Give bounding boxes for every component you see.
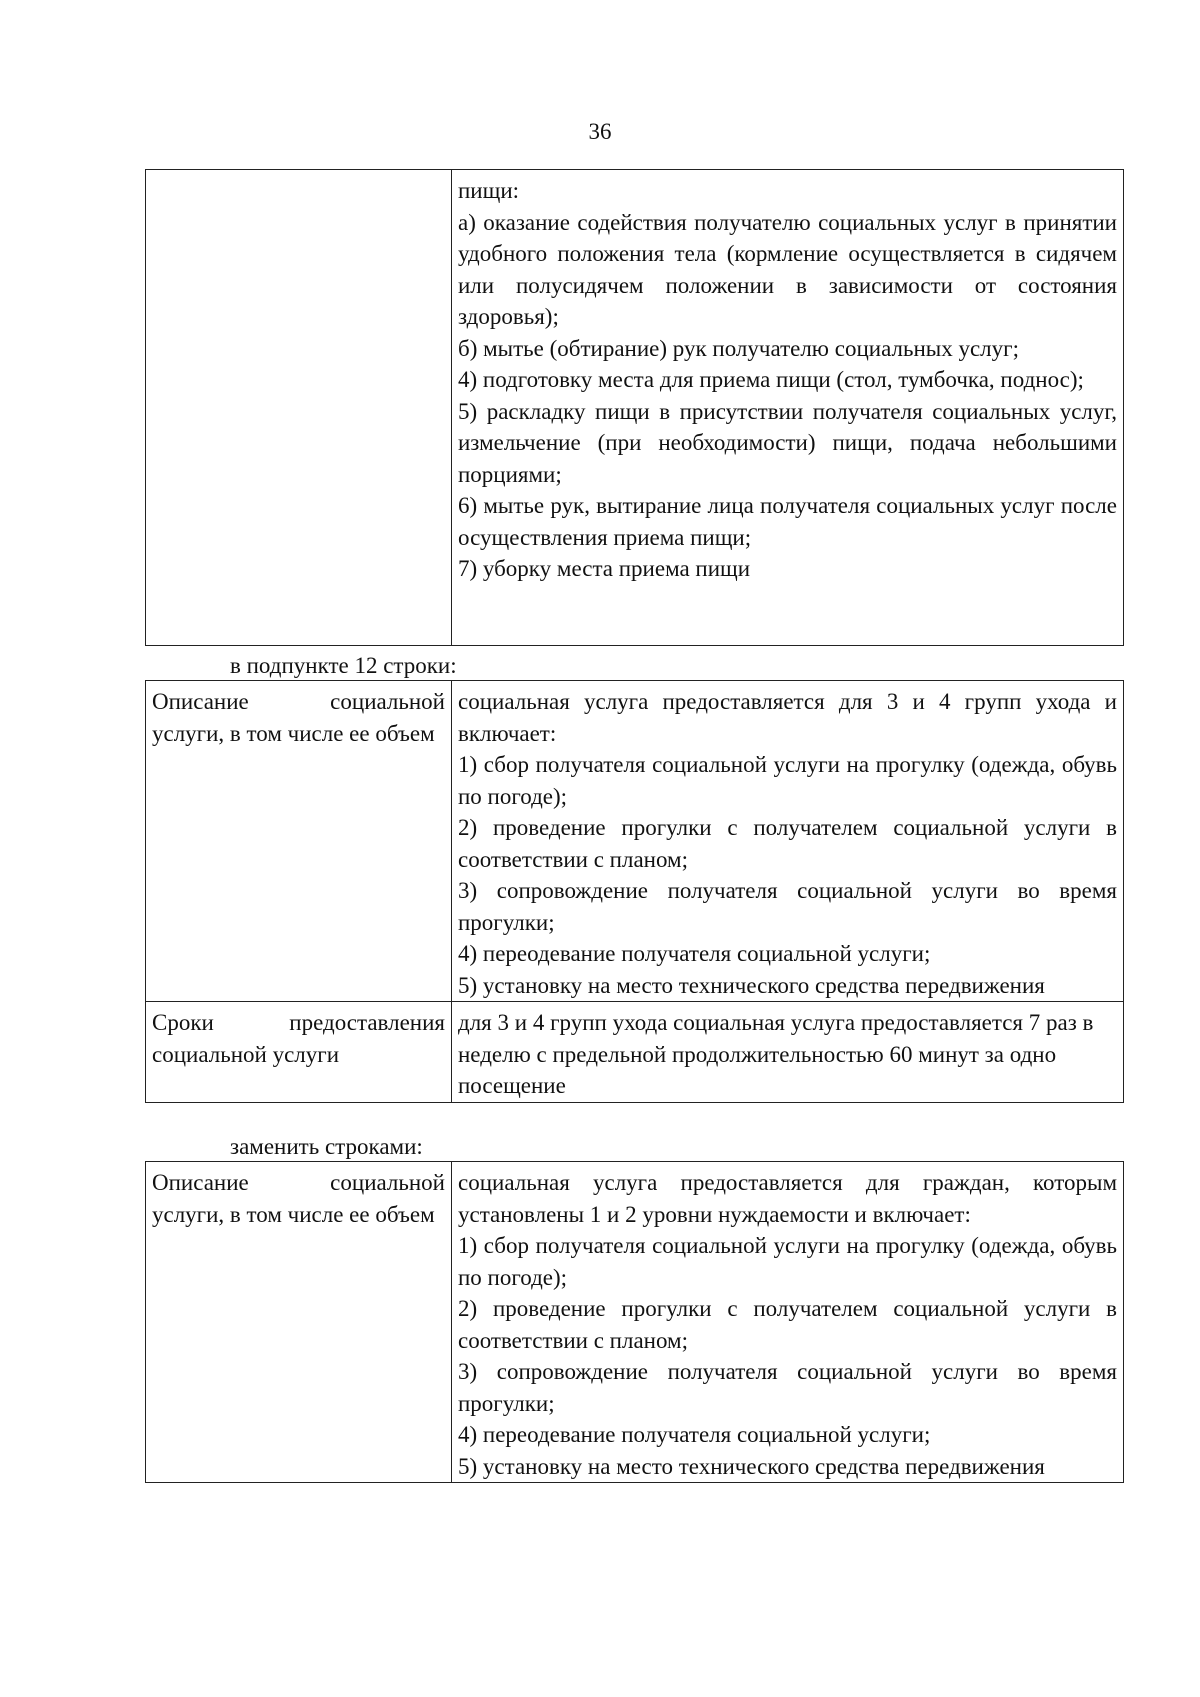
list-item: 4) подготовку места для приема пищи (стол, тумбочка, поднос); [458,367,1084,392]
list-item: 7) уборку места приема пищи [458,556,751,581]
table-cell-label: Сроки предоставления социальной услуги [146,1002,452,1103]
list-item: 3) сопровождение получателя социальной услуги во время прогулки; [458,878,1117,935]
list-item: 1) сбор получателя социальной услуги на прогулку (одежда, обувь по погоде); [458,1233,1117,1290]
table-cell-content [452,1002,1124,1103]
list-item: для 3 и 4 групп ухода социальная услуга предоставляется 7 раз в неделю с предельной продолжительностью 60 минут за одно посещение [458,1010,1094,1098]
table-original-rows [145,680,1124,1103]
table-cell-content [452,1162,1124,1483]
list-item: 2) проведение прогулки с получателем социальной услуги в соответствии с планом; [458,815,1117,872]
list-item: 3) сопровождение получателя социальной услуги во время прогулки; [458,1359,1117,1416]
page-number: 36 [588,119,612,144]
amendment-lead-text: в подпункте 12 строки: [230,653,457,678]
list-item: пищи: [458,178,520,203]
list-item: б) мытье (обтирание) рук получателю социальных услуг; [458,335,1019,361]
list-item: 2) проведение прогулки с получателем социальной услуги в соответствии с планом; [458,1296,1117,1353]
table-row [146,681,1124,1002]
table-cell-content [452,681,1124,1002]
table-cell-label: Описание социальной услуги, в том числе ее объем [146,1162,452,1483]
list-item: 5) установку на место технического средства передвижения [458,1453,1045,1479]
table-row [146,1002,1124,1103]
list-item: социальная услуга предоставляется для граждан, которым установлены 1 и 2 уровни нуждаемости и включает: [458,1170,1117,1227]
list-item: 5) установку на место технического средства передвижения [458,972,1045,998]
table-row [146,1162,1124,1483]
list-item: 5) раскладку пищи в присутствии получателя социальных услуг, измельчение (при необходимости) пищи, подача небольшими порциями; [458,398,1117,487]
amendment-lead-text: заменить строками: [230,1134,423,1159]
table-cell-label [146,170,452,646]
table-cell-label: Описание социальной услуги, в том числе ее объем [146,681,452,1002]
list-item: 4) переодевание получателя социальной услуги; [458,1422,931,1447]
list-item: 4) переодевание получателя социальной услуги; [458,941,931,966]
list-item: 6) мытье рук, вытирание лица получателя социальных услуг после осуществления приема пищи; [458,493,1117,550]
table-continued-feeding [145,169,1124,646]
table-replacement-rows [145,1161,1124,1483]
table-cell-content [452,170,1124,646]
list-item: социальная услуга предоставляется для 3 и 4 групп ухода и включает: [458,689,1117,746]
list-item: 1) сбор получателя социальной услуги на прогулку (одежда, обувь по погоде); [458,752,1117,809]
list-item: а) оказание содействия получателю социальных услуг в принятии удобного положения тела (кормление осуществляется в сидячем или полусидячем положении в зависимости от состояния здоровья); [458,209,1117,329]
table-row [146,170,1124,646]
